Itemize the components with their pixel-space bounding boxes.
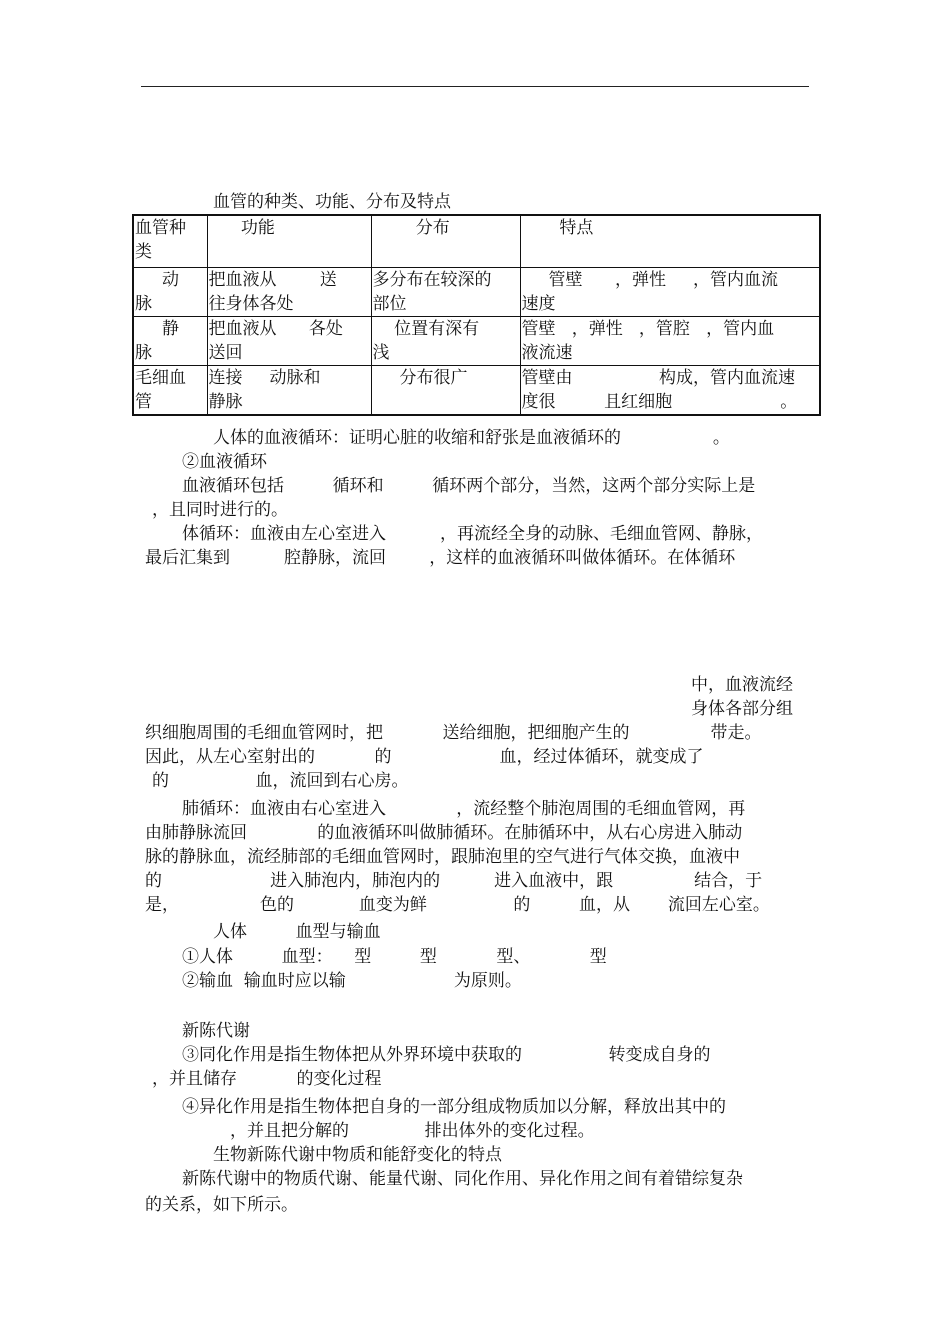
table-cell: 位置有深有 浅: [371, 317, 520, 366]
table-cell: 连接 动脉和 静脉: [207, 366, 371, 416]
text-line: ，并且把分解的 排出体外的变化过程。: [230, 1121, 595, 1141]
table-row: [133, 317, 820, 366]
text-line: 中，血液流经: [691, 675, 793, 695]
text-line: ③同化作用是指生物体把从外界环境中获取的 转变成自身的: [182, 1045, 711, 1065]
text-line: 织细胞周围的毛细血管网时，把 送给细胞，把细胞产生的 带走。: [145, 723, 762, 743]
text-line: ④异化作用是指生物体把自身的一部分组成物质加以分解，释放出其中的: [182, 1097, 726, 1117]
table-cell: 把血液从 送 往身体各处: [207, 268, 371, 317]
table-cell: 管壁 ，弹性 ，管腔 ，管内血 液流速: [520, 317, 820, 366]
table-cell: 把血液从 各处 送回: [207, 317, 371, 366]
text-line: 新陈代谢中的物质代谢、能量代谢、同化作用、异化作用之间有着错综复杂: [182, 1169, 743, 1189]
text-line: 生物新陈代谢中物质和能舒变化的特点: [213, 1145, 502, 1165]
table-cell: 分布很广: [371, 366, 520, 416]
table-cell: 管壁由 构成，管内血流速 度很 且红细胞 。: [520, 366, 820, 416]
header-rule: [141, 86, 809, 87]
text-line: 由肺静脉流回 的血液循环叫做肺循环。在肺循环中，从右心房进入肺动: [145, 823, 743, 843]
text-line: 身体各部分组: [691, 699, 793, 719]
table-header-cell: 分布: [371, 215, 520, 268]
table-cell: 多分布在较深的 部位: [371, 268, 520, 317]
table-header-cell: 特点: [520, 215, 820, 268]
text-line: 最后汇集到 腔静脉，流回 ，这样的血液循环叫做体循环。在体循环: [145, 548, 736, 568]
text-line: 因此，从左心室射出的 的 血，经过体循环，就变成了: [145, 747, 704, 767]
table-header-cell: 血管种 类: [133, 215, 207, 268]
table-cell: 动 脉: [133, 268, 207, 317]
text-line: ，且同时进行的。: [152, 500, 288, 520]
text-line: 新陈代谢: [182, 1021, 250, 1041]
table-caption: 血管的种类、功能、分布及特点: [213, 192, 451, 212]
text-line: 人体 血型与输血: [213, 922, 381, 942]
table-row: [133, 268, 820, 317]
text-line: 的 血，流回到右心房。: [152, 771, 409, 791]
text-line: 血液循环包括 循环和 循环两个部分，当然，这两个部分实际上是: [182, 476, 756, 496]
text-line: 的 进入肺泡内，肺泡内的 进入血液中，跟 结合，于: [145, 871, 763, 891]
text-line: ，并且储存 的变化过程: [152, 1069, 382, 1089]
text-line: ②血液循环: [182, 452, 267, 472]
text-line: ②输血 输血时应以输 为原则。: [182, 971, 522, 991]
table-cell: 静 脉: [133, 317, 207, 366]
table-cell: 管壁 ，弹性 ，管内血流 速度: [520, 268, 820, 317]
text-line: 肺循环：血液由右心室进入 ，流经整个肺泡周围的毛细血管网，再: [182, 799, 746, 819]
text-line: 体循环：血液由左心室进入 ，再流经全身的动脉、毛细血管网、静脉，: [182, 524, 764, 544]
text-line: 人体的血液循环：证明心脏的收缩和舒张是血液循环的 。: [213, 428, 730, 448]
table-header-row: [133, 215, 820, 268]
text-line: 脉的静脉血，流经肺部的毛细血管网时，跟肺泡里的空气进行气体交换，血液中: [145, 847, 740, 867]
text-line: 的关系，如下所示。: [145, 1195, 298, 1215]
text-line: ①人体 血型： 型 型 型、 型: [182, 947, 607, 967]
blood-vessel-table: [132, 214, 821, 416]
table-cell: 毛细血 管: [133, 366, 207, 416]
table-header-cell: 功能: [207, 215, 371, 268]
text-line: 是， 色的 血变为鲜 的 血，从 流回左心室。: [145, 895, 770, 915]
table-row: [133, 366, 820, 416]
